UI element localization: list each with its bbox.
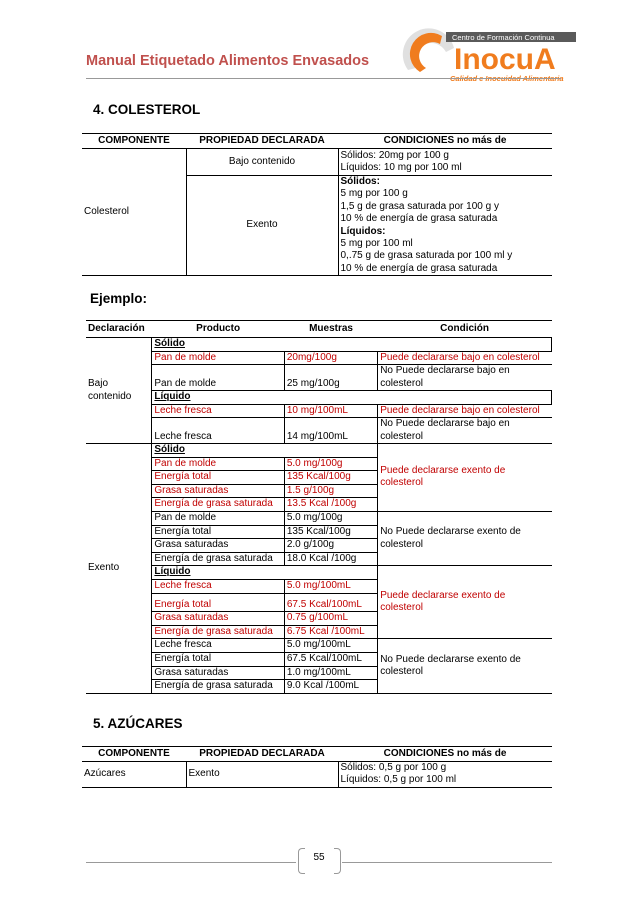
condition-cell: Puede declararse bajo en colesterol	[378, 404, 552, 418]
exento-cell: Exento	[186, 176, 338, 276]
sample-cell: 5.0 mg/100mL	[284, 579, 377, 593]
product-cell: Energía total	[152, 525, 284, 539]
component-cell: Azúcares	[82, 762, 186, 788]
bajo-conditions-cell: Sólidos: 20mg por 100 g Líquidos: 10 mg por 100 ml	[338, 149, 552, 176]
sample-cell: 5.0 mg/100g	[284, 457, 377, 471]
sample-cell: 135 Kcal/100g	[284, 525, 377, 539]
product-cell: Energía total	[152, 599, 284, 612]
sample-cell: 10 mg/100mL	[284, 404, 377, 418]
product-cell: Leche fresca	[152, 404, 284, 418]
footer-divider-right	[342, 862, 552, 863]
header-condiciones: CONDICIONES no más de	[338, 134, 552, 149]
liquido-label: Líquido	[152, 391, 552, 405]
svg-text:Calidad e Inocuidad Alimentari: Calidad e Inocuidad Alimentaria	[450, 74, 564, 83]
header-producto: Producto	[152, 321, 284, 338]
header-propiedad: PROPIEDAD DECLARADA	[186, 134, 338, 149]
section-title-azucares: 5. AZÚCARES	[93, 716, 183, 731]
ejemplo-table	[86, 320, 552, 694]
sample-cell: 1.5 g/100g	[284, 484, 377, 498]
sample-cell: 0.75 g/100mL	[284, 612, 377, 626]
declaracion-bajo: Bajo contenido	[86, 338, 152, 444]
exento-conditions-cell: Sólidos: 5 mg por 100 g 1,5 g de grasa saturada por 100 g y 10 % de energía de grasa saturada Líquidos: 5 mg por 100 ml 0,.75 g de grasa saturada por 100 ml y 10 % de energía de grasa saturada	[338, 176, 552, 276]
sample-cell: 2.0 g/100g	[284, 539, 377, 553]
product-cell: Energía de grasa saturada	[152, 680, 284, 694]
condition-cell: No Puede declararse bajo en colesterol	[378, 418, 552, 444]
liquido-label: Líquido	[152, 566, 378, 580]
sample-cell: 67.5 Kcal/100mL	[284, 652, 377, 666]
sample-cell: 18.0 Kcal /100g	[284, 552, 377, 566]
header-divider	[86, 78, 561, 79]
sample-cell: 5.0 mg/100mL	[284, 639, 377, 653]
sample-cell: 6.75 Kcal /100mL	[284, 625, 377, 639]
condition-cell: No Puede declararse exento de colesterol	[378, 511, 552, 565]
condition-cell: Puede declararse bajo en colesterol	[378, 351, 552, 365]
sample-cell: 5.0 mg/100g	[284, 511, 377, 525]
sample-cell: 135 Kcal/100g	[284, 471, 377, 485]
condition-cell: Puede declararse exento de colesterol	[378, 444, 552, 512]
svg-text:InocuA: InocuA	[454, 43, 556, 76]
product-cell: Pan de molde	[152, 511, 284, 525]
propiedad-cell: Exento	[186, 762, 338, 788]
product-cell: Grasa saturadas	[152, 666, 284, 680]
azucares-conditions-table	[82, 746, 552, 788]
footer-divider-left	[86, 862, 296, 863]
sample-cell: 14 mg/100mL	[284, 418, 377, 444]
solido-label: Sólido	[152, 338, 552, 352]
sample-cell: 20mg/100g	[284, 351, 377, 365]
ejemplo-label: Ejemplo:	[90, 291, 148, 306]
declaracion-exento: Exento	[86, 444, 152, 694]
condition-cell: No Puede declararse exento de colesterol	[378, 639, 552, 693]
product-cell: Leche fresca	[152, 579, 284, 593]
header-componente: COMPONENTE	[82, 747, 186, 762]
header-propiedad: PROPIEDAD DECLARADA	[186, 747, 338, 762]
product-cell: Energía total	[152, 471, 284, 485]
bajo-contenido-cell: Bajo contenido	[186, 149, 338, 176]
header-condiciones: CONDICIONES no más de	[338, 747, 552, 762]
page-number: 55	[313, 852, 325, 863]
sample-cell: 13.5 Kcal /100g	[284, 498, 377, 512]
inocua-logo	[402, 28, 578, 84]
header-declaracion: Declaración	[86, 321, 152, 338]
colesterol-conditions-table	[82, 133, 552, 276]
condition-cell: No Puede declararse bajo en colesterol	[378, 365, 552, 391]
sample-cell: 67.5 Kcal/100mL	[284, 599, 377, 612]
product-cell: Pan de molde	[152, 365, 284, 391]
document-header-title: Manual Etiquetado Alimentos Envasados	[86, 53, 370, 69]
product-cell: Energía total	[152, 652, 284, 666]
product-cell: Energía de grasa saturada	[152, 625, 284, 639]
product-cell: Pan de molde	[152, 351, 284, 365]
inocua-logo-image	[402, 28, 578, 84]
sample-cell: 9.0 Kcal /100mL	[284, 680, 377, 694]
header-muestras: Muestras	[284, 321, 377, 338]
product-cell: Grasa saturadas	[152, 612, 284, 626]
product-cell: Leche fresca	[152, 418, 284, 444]
component-cell: Colesterol	[82, 149, 186, 276]
condition-cell: Puede declararse exento de colesterol	[378, 566, 552, 639]
product-cell: Energía de grasa saturada	[152, 498, 284, 512]
solido-label: Sólido	[152, 444, 378, 458]
header-condicion: Condición	[378, 321, 552, 338]
section-title-colesterol: 4. COLESTEROL	[93, 102, 201, 117]
product-cell: Leche fresca	[152, 639, 284, 653]
product-cell: Grasa saturadas	[152, 484, 284, 498]
sample-cell: 1.0 mg/100mL	[284, 666, 377, 680]
product-cell: Pan de molde	[152, 457, 284, 471]
product-cell: Energía de grasa saturada	[152, 552, 284, 566]
sample-cell: 25 mg/100g	[284, 365, 377, 391]
svg-text:Centro de Formación Continua: Centro de Formación Continua	[452, 33, 555, 42]
header-componente: COMPONENTE	[82, 134, 186, 149]
conditions-cell: Sólidos: 0,5 g por 100 g Líquidos: 0,5 g por 100 ml	[338, 762, 552, 788]
product-cell: Grasa saturadas	[152, 539, 284, 553]
